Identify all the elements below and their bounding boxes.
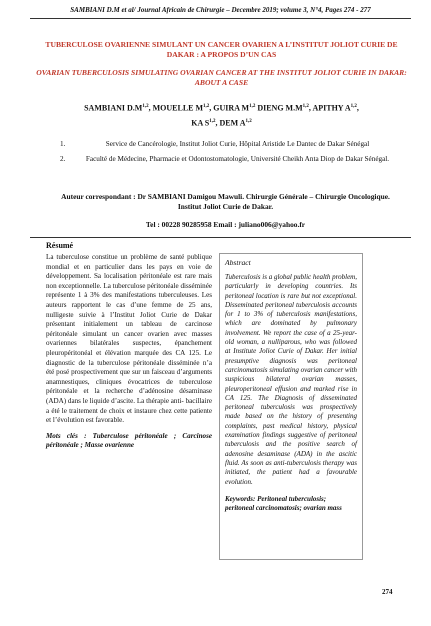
resume-body: La tuberculose constitue un problème de santé publique mondial et en particulier dans les pays en voie de développement. Sa localisation péritonéale est rare mais non exceptionnelle. La tuberculose péritonéale disséminée représente 1 à 3% des manifestations tuberculeuses. Les auteurs rapportent le cas d’une femme de 25 ans, nulligeste suivie à l’Institut Joliot Curie de Dakar présentant initialement un tableau de carcinose péritonéale simulant un cancer ovarien avec masses ovariennes bilatérales suspectes, épanchement pleuropéritonéal et élévation marquée des CA 125. Le diagnostic de la tuberculose péritonéale disséminée n’a été posé prospectivement que sur un faisceau d’arguments anamnestiques, cliniques évocatrices de tuberculose péritonéale et la recherche d’adénosine désaminase (ADA) dans le liquide d’ascite. La thérapie anti- bacillaire a été le traitement de choix et instaure chez cette patiente et l’évolution est favorable. — [46, 253, 212, 425]
author-list: SAMBIANI $D.M^{1,2}$, MOUELLE M$^{1,2}$, GUIRA M$^{1,2}$ DIENG $M.M^{1,2}$, APITHY A$^{1,2}$, KA S$^{1,2}$, DEM A$^{1,2}$ — [84, 103, 359, 128]
abstract-heading: Abstract — [225, 258, 251, 267]
author: DEM A — [219, 118, 246, 128]
title-english: OVARIAN TUBERCULOSIS SIMULATING OVARIAN CANCER AT THE INSTITUT JOLIOT CURIE IN DAKAR: ABOUT A CASE — [36, 68, 407, 87]
author: KA S — [191, 118, 210, 128]
section-divider — [30, 237, 411, 238]
contact-info: Tel : 00228 90285958 Email : juliano006@yahoo.fr — [145, 220, 306, 229]
author-sup: 1,2 — [249, 104, 256, 109]
author-sup: 1,2 — [245, 118, 252, 124]
abstract-keywords: Keywords: Peritoneal tuberculosis; peritoneal carcinomatosis; ovarian mass — [225, 494, 342, 513]
affiliation-text: Service de Cancérologie, Institut Joliot Curie, Hôpital Aristide Le Dantec de Dakar Sénégal — [105, 140, 370, 148]
affiliation-item — [60, 140, 401, 150]
author: DIENG M.M — [257, 103, 303, 113]
running-header: SAMBIANI D.M et al/ Journal Africain de Chirurgie – Decembre 2019; volume 3, N°4, Pages 274 - 277 — [70, 6, 371, 14]
author: APITHY A — [312, 103, 351, 113]
author-sup: 1,2 — [350, 104, 357, 109]
resume-column — [46, 253, 212, 451]
author: MOUELLE M — [152, 103, 204, 113]
resume-keywords: Mots clés : Tuberculose péritonéale ; Carcinose péritonéale ; Masse ovarienne — [46, 431, 212, 450]
resume-heading: Résumé — [46, 241, 74, 250]
corresponding-author: Auteur correspondant : Dr SAMBIANI Damigou Mawuli. Chirurgie Générale – Chirurgie Oncologique. Institut Joliot Curie de Dakar. — [61, 192, 390, 211]
title-french: TUBERCULOSE OVARIENNE SIMULANT UN CANCER OVARIEN A L’INSTITUT JOLIOT CURIE DE DAKAR : A PROPOS D’UN CAS — [45, 40, 398, 59]
page-number: 274 — [382, 588, 393, 596]
author: GUIRA M — [213, 103, 250, 113]
author-sup: 1,2 — [142, 104, 149, 109]
affiliation-number: 1. — [60, 140, 66, 148]
author-sup: 1,2 — [302, 104, 309, 109]
affiliation-text: Faculté de Médecine, Pharmacie et Odontostomatologie, Université Cheikh Anta Diop de Dakar Sénégal. — [85, 154, 390, 163]
author-sup: 1,2 — [203, 104, 210, 109]
author-sup: 1,2 — [209, 118, 216, 124]
abstract-box — [219, 253, 363, 560]
affiliation-number: 2. — [60, 154, 66, 163]
author: SAMBIANI D.M — [84, 103, 143, 113]
abstract-body: Tuberculosis is a global public health problem, particularly in developing countries. Its peritoneal location is rare but not exceptional. Disseminated peritoneal tuberculosis accounts for 1 to 3% of tuberculosis manifestations, which are dominated by pulmonary involvement. We report the case of a 25-year-old woman, a nulliparous, who was followed at Institute Joliot Curie of Dakar. Her initial presumptive diagnosis was peritoneal carcinomatosis simulating ovarian cancer with suspicious bilateral ovarian masses, pleuroperitoneal effusion and marked rise in CA 125. The Diagnosis of disseminated peritoneal tuberculosis was prospectively made based on the history of presenting complaints, past medical history, physical examination findings suggestive of peritoneal tuberculosis and the positive search of adenosine desaminase (ADA) in the ascitic fluid. As soon as anti-tuberculosis therapy was initiated, the patient had a favourable evolution. — [225, 273, 357, 486]
header-divider — [30, 18, 411, 19]
affiliation-item — [60, 155, 401, 165]
affiliations — [60, 140, 401, 169]
